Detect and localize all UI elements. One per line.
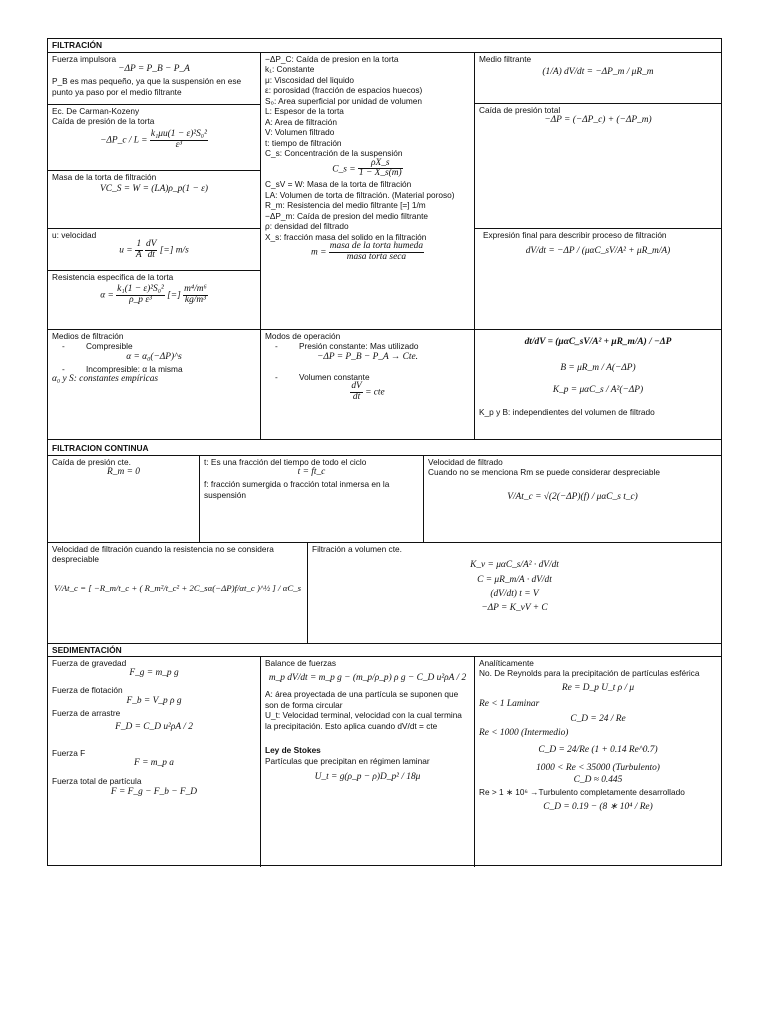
mode-constant-volume-label: Volumen constante (299, 371, 370, 382)
velocity-title: u: velocidad (52, 230, 97, 240)
alpha-lhs: α = (100, 290, 114, 301)
def-7: V: Volumen filtrado (265, 127, 335, 138)
final-expression-block (475, 228, 721, 329)
carman-kozeny-block (48, 104, 260, 170)
total-drop-block (475, 103, 721, 228)
kp-eq: K_p = μαC_s / A²(−ΔP) (552, 384, 644, 395)
pressure-eq: −ΔP = K_vV + C (481, 602, 548, 613)
media-compressible: - Compresible (62, 341, 133, 352)
ck-fraction (150, 130, 208, 151)
carman-kozeny-subtitle: Caída de presión de la torta (52, 116, 155, 127)
f-eq: F = m_p a (134, 758, 174, 769)
intermediate-eq: C_D = 24/Re (1 + 0.14 Re^0.7) (538, 745, 658, 756)
carman-kozeny-eq (52, 130, 256, 151)
filtration-velocity-note: Cuando no se menciona Rm se puede considerar despreciable (428, 467, 660, 478)
buoyancy-eq: F_b = V_p ρ g (126, 695, 182, 706)
fully-turbulent-eq: C_D = 0.19 − (8 ∗ 10⁴ / Re) (543, 802, 653, 813)
velocity-frac-1: $\frac{1}{A}$ (135, 239, 142, 261)
buoyancy-title: Fuerza de flotación (52, 685, 123, 696)
def2-5: X_s: fracción masa del solido en la filtración (265, 231, 427, 242)
def2-0: C_sV = W: Masa de la torta de filtración (265, 179, 412, 190)
gravity-eq: F_g = m_p g (129, 668, 179, 679)
dt-dv-eq: dt/dV = (μαC_sV/A² + μR_m/A) / −ΔP (524, 337, 672, 347)
final-expression-eq: dV/dt = −ΔP / (μαC_sV/A² + μR_m/A) (525, 246, 671, 257)
balance-eq: m_p dV/dt = m_p g − (m_p/ρ_p) ρ g − C_D u²ρA / 2 (268, 673, 467, 684)
def-9: C_s: Concentración de la suspensión (265, 148, 403, 159)
velocity-resistance-cell (48, 543, 308, 643)
f-title: Fuerza F (52, 747, 86, 758)
cycle-fraction-note: t: Es una fracción del tiempo de todo el ciclo (204, 457, 367, 467)
sedimentation-body (48, 656, 721, 866)
dvdt-t-eq: (dV/dt) t = V (490, 588, 539, 599)
b-eq: B = μR_m / A(−ΔP) (560, 362, 636, 373)
kp-b-note: K_p y B: independientes del volumen de filtrado (479, 406, 655, 417)
filtration-col-3 (475, 53, 721, 439)
turbulent-eq: C_D ≈ 0.445 (573, 774, 623, 785)
specific-resistance-eq (52, 285, 256, 306)
media-incompressible-label: Incompresible: α la misma (86, 363, 183, 374)
m-den: masa torta seca (329, 252, 424, 263)
velocity-lhs: u = (119, 245, 133, 256)
cake-mass-eq: VC_S = W = (LA)ρ_p(1 − ε) (100, 184, 208, 195)
velocity-frac-2: $\frac{dV}{dt}$ (146, 239, 157, 261)
def-0: −ΔP_C: Caída de presion en la torta (265, 54, 399, 64)
driving-force-title: Fuerza impulsora (52, 54, 117, 64)
ck-lhs: −ΔP_c / L = (100, 135, 148, 146)
operation-modes-block (261, 329, 474, 439)
medium-title: Medio filtrante (479, 54, 532, 64)
media-incompressible: - Incompresible: α la misma (62, 363, 183, 374)
filtration-col-2 (261, 53, 475, 439)
alpha-fraction (116, 285, 165, 306)
cs-lhs: C_s = (332, 164, 356, 175)
velocity-eq (52, 240, 256, 261)
def2-2: R_m: Resistencia del medio filtrante [=] 1/m (265, 200, 426, 211)
alpha-units-frac: $\frac{\text{m⁴/m⁶}}{\text{kg/m³}}$ (184, 284, 207, 306)
laminar-eq: C_D = 24 / Re (570, 713, 626, 724)
mode-constant-pressure-label: Presión constante: Mas utilizado (299, 341, 419, 352)
alpha-units: [=] (167, 290, 181, 301)
cs-fraction (358, 159, 403, 180)
filtration-velocity-cell (424, 456, 721, 542)
cs-den: 1 − X_s(m) (358, 168, 402, 179)
def-5: L: Espesor de la torta (265, 106, 344, 117)
terminal-velocity-note: U_t: Velocidad terminal, velocidad con la cual termina la precipitación. Esto aplica cuando dV/dt = cte (265, 710, 462, 731)
continuous-row-1 (48, 455, 721, 542)
laminar-label: Re < 1 Laminar (479, 698, 540, 709)
section-header-sedimentation: SEDIMENTACIÓN (48, 643, 721, 656)
filtration-body (48, 52, 721, 439)
cycle-fraction-eq: t = ft_c (297, 467, 326, 478)
balance-cell (261, 657, 475, 867)
def-4: S₀: Area superficial por unidad de volumen (265, 95, 423, 106)
section-header-filtration: FILTRACIÓN (52, 40, 103, 50)
def2-3: −ΔP_m: Caída de presion del medio filtrante (265, 210, 429, 221)
constant-volume-cell (308, 543, 721, 643)
m-num: masa de la torta humeda (329, 241, 424, 251)
mode-constant-pressure-eq: −ΔP = P_B − P_A → Cte. (317, 351, 418, 362)
final-expression-title: Expresión final para describir proceso de filtración (483, 230, 667, 240)
continuous-row-2 (48, 542, 721, 643)
concentration-eq (265, 159, 470, 180)
media-constants: α₀ y S: constantes empíricas (52, 374, 159, 385)
cake-mass-block (48, 170, 260, 228)
filtration-col-1 (48, 53, 261, 439)
mode-constant-volume-eq (265, 382, 470, 403)
constant-volume-title: Filtración a volumen cte. (312, 544, 402, 554)
intermediate-label: Re < 1000 (Intermedio) (479, 728, 569, 739)
media-compressible-label: Compresible (86, 341, 133, 352)
mode-constant-volume: - Volumen constante (275, 371, 370, 382)
c-eq: C = μR_m/A · dV/dt (477, 574, 552, 585)
filter-media-block (48, 329, 260, 439)
drag-eq: F_D = C_D u²ρA / 2 (115, 722, 193, 733)
dvdt-frac: $\frac{dV}{dt}$ (351, 381, 362, 403)
submerged-fraction-note: f: fracción sumergida o fracción total inmersa en la suspensión (204, 479, 390, 500)
section-header-continuous: FILTRACION CONTINUA (48, 439, 721, 455)
reynolds-eq: Re = D_p U_t ρ / μ (561, 682, 635, 693)
m-lhs: m = (310, 247, 327, 258)
m-fraction (329, 242, 424, 263)
stokes-eq: U_t = g(ρ_p − ρ)D_p² / 18μ (314, 772, 421, 783)
filtration-velocity-eq: V/At_c = √(2(−ΔP)(f) / μαC_s t_c) (507, 491, 638, 502)
formula-sheet (47, 38, 722, 866)
drop-constant-cell (48, 456, 200, 542)
kv-eq: K_v = μαC_s/A² · dV/dt (470, 560, 559, 571)
analytical-cell (475, 657, 721, 867)
alpha-den: ρ_p ε³ (116, 295, 165, 306)
alpha-num: k₁(1 − ε)²S₀² (117, 284, 164, 295)
mode-constant-pressure: - Presión constante: Mas utilizado (275, 341, 419, 352)
medium-eq: (1/A) dV/dt = −ΔP_m / μR_m (542, 67, 654, 78)
fully-turbulent-label: Re > 1 ∗ 10⁶ →Turbulento completamente desarrollado (479, 786, 685, 797)
medium-block (475, 53, 721, 103)
carman-kozeny-title: Ec. De Carman-Kozeny (52, 106, 140, 116)
filtration-velocity-title: Velocidad de filtrado (428, 457, 503, 467)
ck-num: k₁μu(1 − ε)²S₀² (150, 128, 207, 139)
filter-media-title: Medios de filtración (52, 331, 124, 341)
specific-resistance-title: Resistencia especifica de la torta (52, 272, 174, 282)
moisture-ratio-eq (265, 242, 470, 263)
drag-title: Fuerza de arrastre (52, 707, 121, 718)
def-6: A: Area de filtración (265, 116, 337, 127)
reynolds-note: No. De Reynolds para la precipitación de partículas esférica (479, 668, 700, 679)
stokes-note: Partículas que precipitan en régimen laminar (265, 755, 430, 766)
total-drop-eq: −ΔP = (−ΔP_c) + (−ΔP_m) (544, 115, 652, 126)
def-3: ε: porosidad (fracción de espacios huecos) (265, 85, 423, 96)
def2-4: ρ: densidad del filtrado (265, 221, 349, 232)
total-drop-title: Caída de presión total (479, 105, 561, 115)
velocity-resistance-title: Velocidad de filtración cuando la resistencia no se considera despreciable (52, 544, 274, 565)
velocity-block (48, 228, 260, 270)
def-1: k₁: Constante (265, 64, 315, 75)
specific-resistance-block (48, 270, 260, 329)
def-2: μ: Viscosidad del liquido (265, 74, 355, 85)
velocity-rhs: [=] m/s (159, 245, 189, 256)
area-note: A: área proyectada de una partícula se suponen que son de forma circular (265, 689, 459, 710)
drop-constant-eq: R_m = 0 (107, 467, 140, 478)
gravity-title: Fuerza de gravedad (52, 658, 127, 668)
mode-constant-volume-rhs: = cte (365, 387, 385, 398)
cake-mass-title: Masa de la torta de filtración (52, 172, 157, 182)
constant-volume-eqs (312, 558, 717, 614)
def-8: t: tiempo de filtración (265, 137, 342, 148)
operation-modes-title: Modos de operación (265, 331, 341, 341)
ck-den: ε³ (150, 140, 208, 151)
drop-constant-title: Caída de presión cte. (52, 457, 131, 467)
balance-title: Balance de fuerzas (265, 658, 337, 668)
forces-cell (48, 657, 261, 867)
turbulent-label: 1000 < Re < 35000 (Turbulento) (536, 763, 660, 774)
driving-force-note: P_B es mas pequeño, ya que la suspensión en ese punto ya paso por el medio filtrante (52, 76, 242, 97)
cycle-fraction-cell (200, 456, 424, 542)
stokes-title: Ley de Stokes (265, 745, 321, 756)
cs-num: ρX_s (371, 157, 390, 168)
total-force-title: Fuerza total de partícula (52, 776, 142, 787)
analytical-title: Analíticamente (479, 658, 534, 668)
total-force-eq: F = F_g − F_b − F_D (110, 786, 198, 797)
velocity-resistance-eq: V/At_c = [ −R_m/t_c + ( R_m²/t_c² + 2C_sα(−ΔP)f/αt_c )^½ ] / αC_s (53, 582, 302, 593)
driving-force-eq: −ΔP = P_B − P_A (118, 64, 190, 75)
def2-1: LA: Volumen de torta de filtración. (Material poroso) (265, 189, 455, 200)
linearized-block (475, 329, 721, 439)
driving-force-block (48, 53, 260, 104)
definitions-block (261, 53, 474, 329)
media-compressible-eq: α = α₀(−ΔP)^s (126, 351, 182, 362)
